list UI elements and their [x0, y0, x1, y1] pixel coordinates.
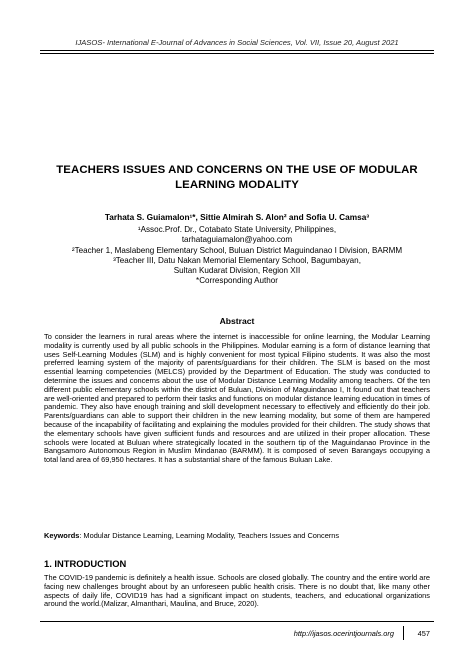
affiliations — [40, 225, 434, 287]
footer-divider — [40, 621, 434, 622]
header-divider-bottom — [40, 53, 434, 54]
abstract-heading: Abstract — [219, 316, 255, 326]
abstract-text: To consider the learners in rural areas where the internet is inaccessible for online learning, the Modular Learning modality is currently used by all public schools in the Philippines. Modular earning is a form of distance learning that uses Self-Learning Modules (SLM) and is highly convenient for most typical Filipino students. It was also the most preferred learning system of the majority of parents/guardians for their children. The SLM is based on the most essential learning competencies (MELCS) provided by the Department of Education. The study was conducted to determine the issues and concerns about the use of Modular Distance Learning Modality among teachers. Of the ten different public elementary schools within the district of Buluan, Division of Maguindanao I, It found out that teachers are well-oriented and prepared to perform their tasks and functions on modular distance learning education in times of pandemic. They also have enough training and skill development necessary to effectively and efficiently do their job. Parents/guardians can able to support their children in the new learning modality, but some of them are hampered because of the incapability of facilitating and explaining the modules provided for their children. The study shows that the elementary schools have given sufficient funds and resources and are utilized in their proper allocation. These schools were located at Buluan where strategically located in the southern tip of the Maguindanao Province in the Bangsamoro Autonomous Region in Muslim Mindanao (BARMM). It is composed of seven Barangays occupying a total land area of 69,950 hectares. It has a substantial share of the famous Buluan Lake. — [44, 332, 430, 465]
introduction-heading: 1. INTRODUCTION — [44, 558, 127, 569]
paper-title — [52, 163, 422, 193]
paper-title-line-1: TEACHERS ISSUES AND CONCERNS ON THE USE OF MODULAR — [56, 164, 418, 176]
paper-title-line-2: LEARNING MODALITY — [175, 179, 299, 191]
author-email: tarhataguiamalon@yahoo.com — [181, 235, 293, 245]
page-footer — [40, 629, 434, 641]
footer-separator — [403, 626, 404, 640]
header-divider-top — [40, 50, 434, 51]
introduction-text: The COVID-19 pandemic is definitely a health issue. Schools are closed globally. The country and the entire world are facing new challenges brought about by an unforeseen public health crisis. There is no doubt that, like many other aspects of daily life, COVID19 has had a significant impact on students, teachers, and educational organizations around the world.(Malizar, Almanthari, Maulina, and Bruce, 2020). — [44, 573, 430, 609]
corresponding-author-note: *Corresponding Author — [196, 276, 278, 286]
keywords-label: Keywords — [44, 531, 80, 540]
affiliation-line: ²Teacher 1, Maslabeng Elementary School, Buluan District Maguindanao I Division, BARMM — [71, 245, 403, 255]
journal-url: http://ijasos.ocerintjournals.org — [293, 629, 394, 638]
affiliation-line: Sultan Kudarat Division, Region XII — [173, 266, 301, 276]
affiliation-line: ¹Assoc.Prof. Dr., Cotabato State University, Philippines, — [137, 225, 337, 234]
author-list: Tarhata S. Guiamalon¹*, Sittie Almirah S. Alon² and Sofia U. Camsa³ — [104, 212, 370, 222]
journal-header: IJASOS- International E-Journal of Advances in Social Sciences, Vol. VII, Issue 20, August 2021 — [75, 38, 399, 47]
keywords — [44, 531, 430, 540]
affiliation-line: ³Teacher III, Datu Nakan Memorial Elementary School, Bagumbayan, — [113, 255, 361, 265]
keywords-text: : Modular Distance Learning, Learning Modality, Teachers Issues and Concerns — [79, 531, 340, 540]
page-number: 457 — [417, 629, 430, 638]
